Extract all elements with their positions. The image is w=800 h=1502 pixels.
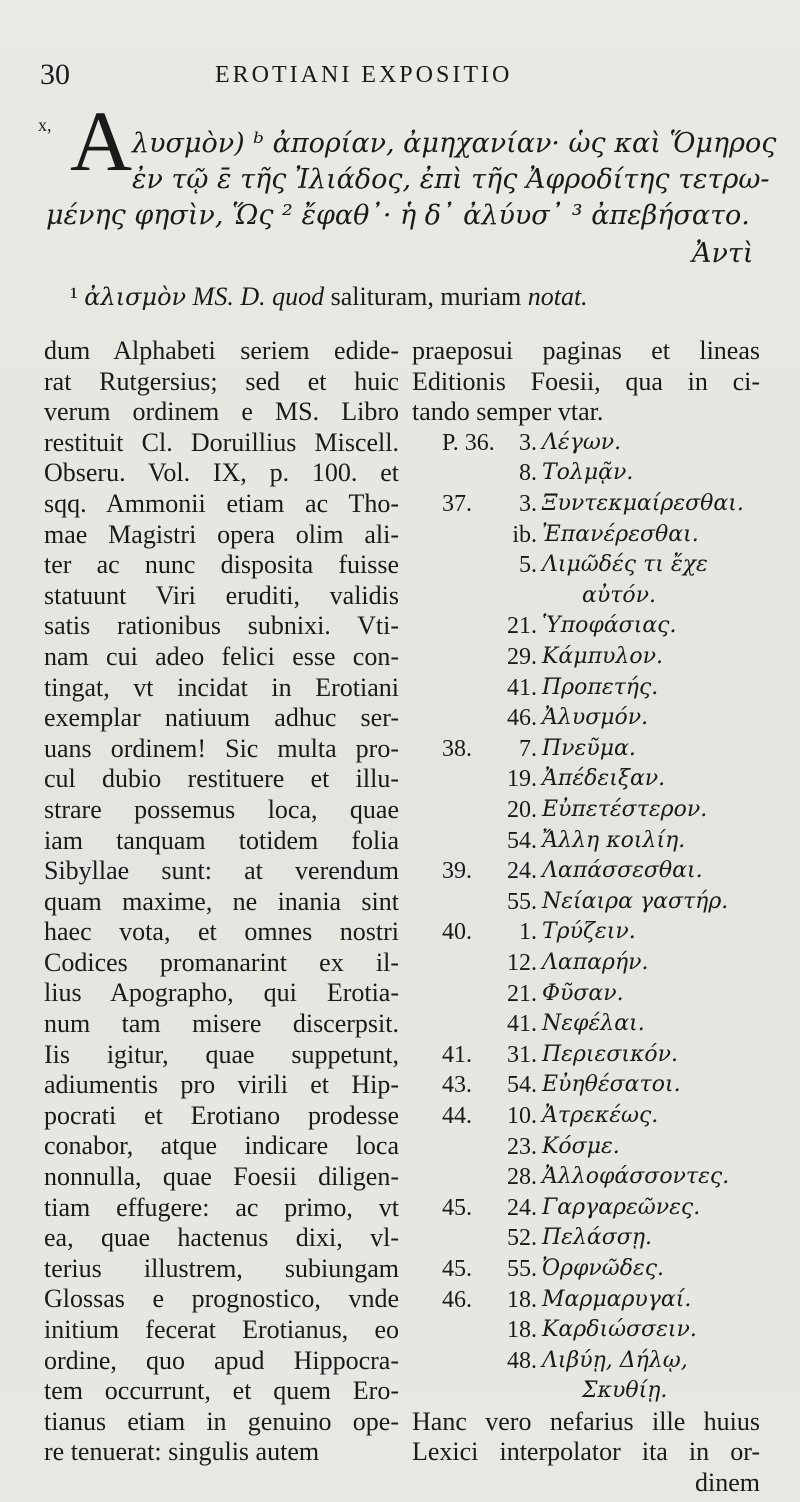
left-column-line: pocrati et Erotiano prodesse [44,1100,399,1130]
index-line: 46. [507,705,537,732]
left-column-line: dum Alphabeti seriem edide- [44,336,399,365]
index-page: 45. [442,1194,472,1221]
drop-capital: A [70,93,133,189]
left-column-line: rat Rutgersius; sed et huic [44,366,399,396]
index-row [412,826,772,857]
index-word: Κόσμε. [542,1133,620,1159]
index-word: Ὀρφνῶδες. [542,1255,665,1281]
index-word: Ὑποφάσιας. [542,613,677,639]
index-row [412,1162,772,1193]
index-page: 39. [442,858,472,885]
left-column-line: tianus etiam in genuino ope- [44,1406,399,1436]
left-column-line: lius Apographo, qui Erotia- [44,978,399,1008]
entry-line-3: μένης φησὶν, Ὥς ² ἔφαθ᾽· ἡ δ᾽ ἀλύυσ᾽ ³ ἀπεβήσατο. [46,200,750,231]
index-word: Ἄλλη κοιλίη. [542,827,686,853]
footnote [70,282,588,312]
index-row [412,795,772,826]
index-word: Ἀλυσμόν. [542,705,649,731]
index-row [412,887,772,918]
index-word: Λέγων. [542,429,622,455]
index-word: Πελάσσῃ. [542,1225,652,1251]
left-column-line: restituit Cl. Doruillius Miscell. [44,427,399,457]
index-line: 31. [507,1041,537,1068]
index-row [412,520,772,551]
index-row [412,917,772,948]
index-word: Μαρμαρυγαί. [542,1286,692,1312]
left-column-line: exemplar natiuum adhuc ser- [44,703,399,733]
index-line: 12. [507,949,537,976]
index-word: αὐτόν. [582,582,657,608]
glossary-index [412,428,760,1407]
left-column [44,336,399,1468]
index-row [412,428,772,459]
right-intro-line: Editionis Foesii, qua in ci- [412,366,760,396]
index-word: Σκυθίῃ. [582,1378,668,1404]
left-column-line: tingat, vt incidat in Erotiani [44,672,399,702]
index-line: 28. [507,1164,537,1191]
index-line: 1. [519,919,537,946]
left-column-line: Sibyllae sunt: at verendum [44,856,399,886]
left-column-line: ordine, quo apud Hippocra- [44,1345,399,1375]
index-word: Εὐηθέσατοι. [542,1072,681,1098]
index-word: Περιεσικόν. [542,1041,679,1067]
index-row [412,1346,772,1377]
index-word: Πνεῦμα. [542,735,636,761]
index-page: 40. [442,919,472,946]
index-line: 19. [507,766,537,793]
left-column-line: tiam effugere: ac primo, vt [44,1192,399,1222]
index-line: 8. [519,460,537,487]
index-word: Λαπάσσεσθαι. [542,858,703,884]
left-column-line: uans ordinem! Sic multa pro- [44,733,399,763]
index-line: 21. [507,613,537,640]
index-line: 20. [507,796,537,823]
left-column-line: Iis igitur, quae suppetunt, [44,1039,399,1069]
index-page: 43. [442,1072,472,1099]
index-page: 46. [442,1286,472,1313]
left-column-line: tem occurrunt, et quem Ero- [44,1376,399,1406]
right-intro-line: tando semper vtar. [412,397,604,427]
index-line: 24. [507,858,537,885]
index-word: Εὐπετέστερον. [542,796,708,822]
index-line: 55. [507,888,537,915]
right-intro [412,336,760,428]
index-row [412,1040,772,1071]
index-word: Ἀλλοφάσσοντες. [542,1164,730,1190]
index-word: Ξυντεκμαίρεσθαι. [542,490,744,516]
index-line: 23. [507,1133,537,1160]
index-row [412,1193,772,1224]
index-word: Νεφέλαι. [542,1011,645,1037]
index-line: 5. [519,552,537,579]
index-word: Λιμῶδές τι ἔχε [542,552,708,578]
left-column-line: initium fecerat Erotianus, eo [44,1315,399,1344]
index-row [412,642,772,673]
right-outro-line: Hanc vero nefarius ille huius [412,1406,760,1436]
index-row [412,703,772,734]
right-intro-line: praeposui paginas et lineas [412,336,760,365]
index-row [412,611,772,642]
index-line: 41. [507,1011,537,1038]
left-column-line: adiumentis pro virili et Hip- [44,1070,399,1100]
footnote-mark: ¹ [70,282,78,311]
right-column [412,336,760,1499]
index-page: P. 36. [442,429,495,456]
index-page: 37. [442,490,472,517]
left-column-line: ea, quae hactenus dixi, vl- [44,1223,399,1253]
left-column-line: strare possemus loca, quae [44,794,399,824]
index-row [412,856,772,887]
entry-note-mark: x, [38,115,52,135]
right-outro-line: Lexici interpolator ita in or- [412,1437,760,1467]
index-line: 7. [519,735,537,762]
index-row [412,1376,772,1407]
left-column-line: num tam misere discerpsit. [44,1009,399,1039]
index-row [412,1223,772,1254]
footnote-ms: MS. D. [192,282,266,311]
index-line: 24. [507,1194,537,1221]
index-word: Ἀτρεκέως. [542,1102,659,1128]
index-word: Κάμπυλον. [542,643,663,669]
left-column-line: conabor, atque indicare loca [44,1131,399,1161]
left-column-line: quam maxime, ne inania sint [44,886,399,916]
index-word: Τρύζειν. [542,919,636,945]
index-row [412,673,772,704]
index-row [412,489,772,520]
footnote-quod: quod [272,282,325,311]
index-row [412,1101,772,1132]
index-word: Λιβύῃ, Δήλῳ, [542,1347,688,1373]
index-line: 18. [507,1286,537,1313]
index-page: 41. [442,1041,472,1068]
left-column-line: terius illustrem, subiungam [44,1253,399,1283]
index-row [412,734,772,765]
index-row [412,581,772,612]
index-word: Νείαιρα γαστήρ. [542,888,729,914]
index-word: Προπετής. [542,674,659,700]
index-line: 52. [507,1225,537,1252]
index-row [412,1070,772,1101]
index-row [412,550,772,581]
index-word: Λαπαρήν. [542,949,649,975]
index-row [412,764,772,795]
index-line: 55. [507,1255,537,1282]
index-word: Ἀπέδειξαν. [542,766,666,792]
index-page: 38. [442,735,472,762]
index-row [412,1315,772,1346]
left-column-line: cul dubio restituere et illu- [44,764,399,794]
right-outro [412,1407,760,1499]
left-column-line: haec vota, et omnes nostri [44,917,399,947]
page-number: 30 [40,58,70,91]
index-row [412,1285,772,1316]
index-row [412,1254,772,1285]
index-word: Τολμᾷν. [542,460,634,486]
footnote-text: salituram, muriam [330,282,522,311]
index-line: 48. [507,1347,537,1374]
entry-line-1: λυσμὸν) ᵇ ἀπορίαν, ἀμηχανίαν· ὡς καὶ Ὅμηρος [132,128,777,159]
index-line: 54. [507,827,537,854]
index-line: ib. [512,521,537,548]
footnote-notat: notat. [527,282,588,311]
left-column-line: sqq. Ammonii etiam ac Tho- [44,488,399,518]
index-line: 18. [507,1317,537,1344]
index-line: 10. [507,1102,537,1129]
index-row [412,948,772,979]
left-column-line: nonnulla, quae Foesii diligen- [44,1162,399,1192]
index-page: 44. [442,1102,472,1129]
index-word: Γαργαρεῶνες. [542,1194,701,1220]
right-outro-line: dinem [695,1467,760,1497]
index-word: Φῦσαν. [542,980,624,1006]
left-column-line: verum ordinem e MS. Libro [44,397,399,427]
index-page: 45. [442,1255,472,1282]
index-line: 21. [507,980,537,1007]
index-row [412,979,772,1010]
index-row [412,1009,772,1040]
index-line: 29. [507,643,537,670]
running-title: EROTIANI EXPOSITIO [215,62,513,88]
index-row [412,1132,772,1163]
left-column-line: Glossas e prognostico, vnde [44,1284,399,1314]
left-column-line: nam cui adeo felici esse con- [44,641,399,671]
index-line: 54. [507,1072,537,1099]
left-column-line: iam tanquam totidem folia [44,825,399,855]
index-word: Ἐπανέρεσθαι. [542,521,699,547]
left-column-line: re tenuerat: singulis autem [44,1437,320,1467]
entry-line-4: Ἀντὶ [692,238,754,269]
index-line: 41. [507,674,537,701]
index-row [412,458,772,489]
left-column-line: Codices promanarint ex il- [44,947,399,977]
footnote-greek: ἀλισμὸν [84,283,187,311]
left-column-line: mae Magistri opera olim ali- [44,519,399,549]
index-line: 3. [519,429,537,456]
left-column-line: ter ac nunc disposita fuisse [44,550,399,580]
left-column-line: Obseru. Vol. IX, p. 100. et [44,458,399,488]
index-word: Καρδιώσσειν. [542,1317,697,1343]
left-column-line: satis rationibus subnixi. Vti- [44,611,399,641]
index-line: 3. [519,490,537,517]
left-column-line: statuunt Viri eruditi, validis [44,580,399,610]
entry-line-2: ἐν τῷ ε̄ τῆς Ἰλιάδος, ἐπὶ τῆς Ἀφροδίτης τετρω- [132,164,770,195]
